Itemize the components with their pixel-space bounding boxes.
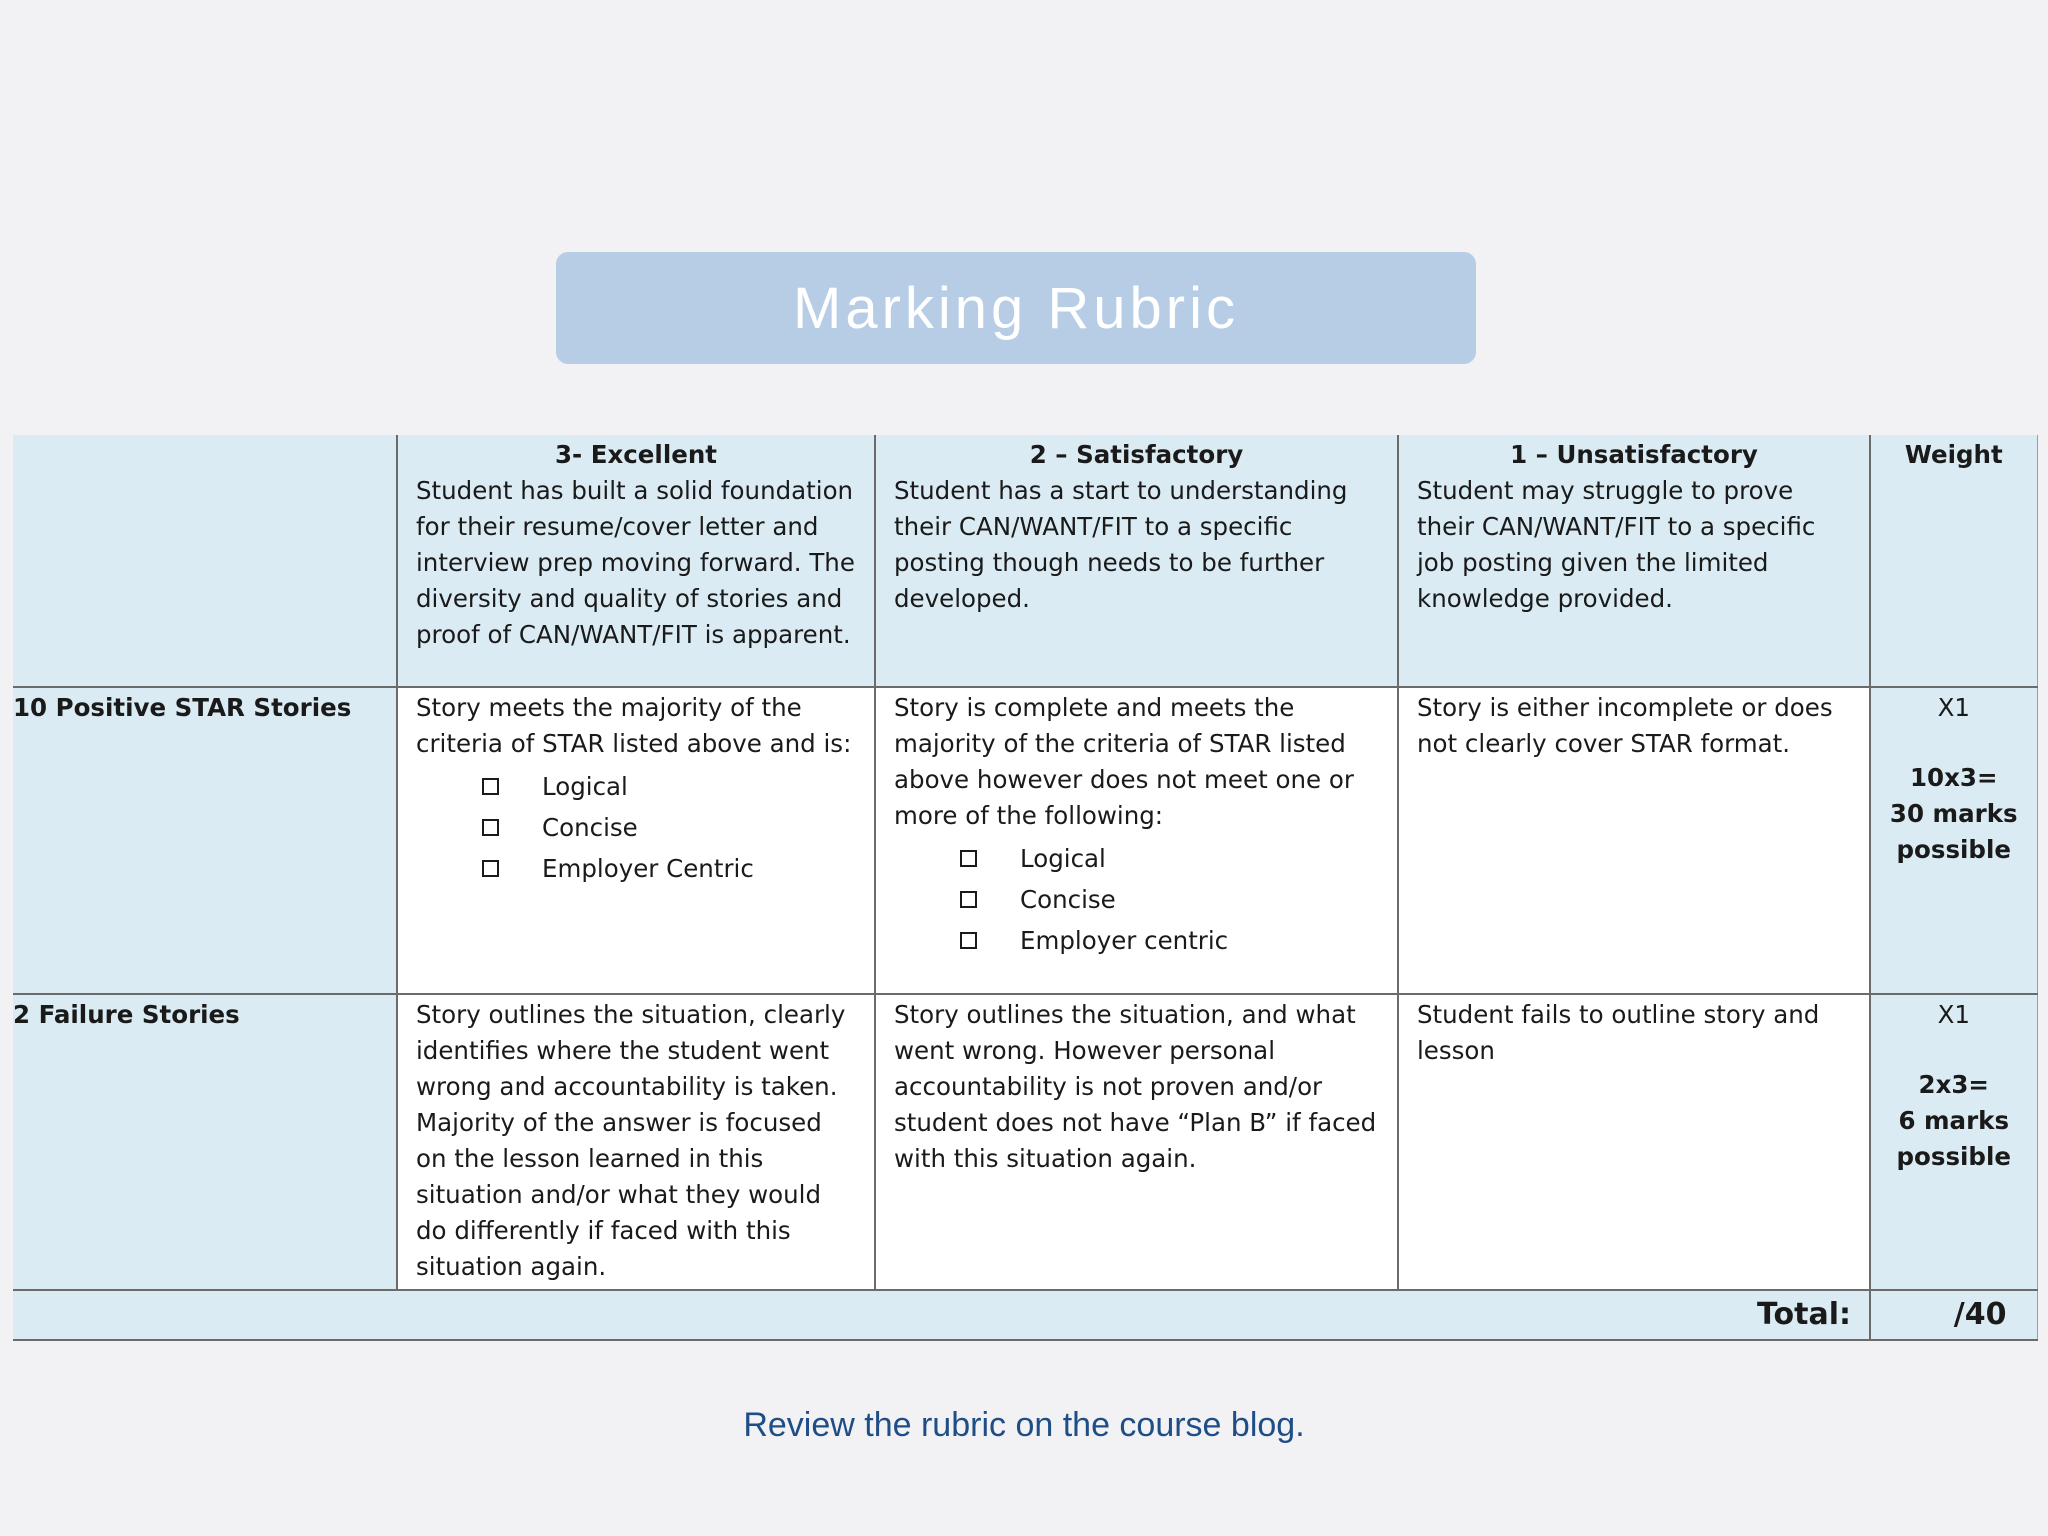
- list-item: [482, 807, 856, 848]
- title-banner: [556, 252, 1476, 364]
- list-item-label: Employer centric: [1020, 925, 1229, 955]
- header-unsatisfactory: [1398, 435, 1870, 687]
- cell-text: Student fails to outline story and lesson: [1417, 1000, 1820, 1065]
- checkbox-icon: [482, 860, 499, 877]
- criteria-label: 10 Positive STAR Stories: [13, 693, 352, 722]
- level-title: 1 – Unsatisfactory: [1510, 440, 1758, 469]
- footer-note: Review the rubric on the course blog.: [743, 1406, 1305, 1444]
- weight-possible: possible: [1896, 835, 2011, 864]
- header-empty-cell: [13, 435, 397, 687]
- checkbox-list: [416, 766, 856, 889]
- level-description: Student has built a solid foundation for their resume/cover letter and interview prep moving forward. The diversity and quality of stories and proof of CAN/WANT/FIT is apparent.: [416, 476, 855, 649]
- weight-multiplier: X1: [1937, 693, 1970, 722]
- satisfactory-cell: [875, 687, 1398, 994]
- weight-marks: 6 marks: [1898, 1106, 2010, 1135]
- total-value: /40: [1870, 1290, 2037, 1340]
- satisfactory-cell: [875, 994, 1398, 1290]
- weight-cell: [1870, 687, 2037, 994]
- header-satisfactory: [875, 435, 1398, 687]
- criteria-cell: [13, 994, 397, 1290]
- level-description: Student may struggle to prove their CAN/WANT/FIT to a specific job posting given the limited knowledge provided.: [1417, 476, 1816, 613]
- checkbox-icon: [482, 778, 499, 795]
- list-item: [960, 838, 1379, 879]
- cell-text: Story is either incomplete or does not clearly cover STAR format.: [1417, 693, 1833, 758]
- level-description: Student has a start to understanding their CAN/WANT/FIT to a specific posting though needs to be further developed.: [894, 476, 1348, 613]
- weight-calc: 10x3=: [1910, 763, 1998, 792]
- weight-title: Weight: [1904, 440, 2003, 469]
- list-item-label: Logical: [1020, 843, 1106, 873]
- weight-calc: 2x3=: [1918, 1070, 1989, 1099]
- cell-text: Story outlines the situation, and what went wrong. However personal accountability is not proven and/or student does not have “Plan B” if faced with this situation again.: [894, 1000, 1377, 1173]
- unsatisfactory-cell: [1398, 994, 1870, 1290]
- total-label: Total:: [13, 1290, 1870, 1340]
- level-title: 2 – Satisfactory: [1029, 440, 1244, 469]
- list-item-label: Concise: [1020, 884, 1116, 914]
- rubric-table: [13, 435, 2038, 1341]
- checkbox-icon: [960, 850, 977, 867]
- header-excellent: [397, 435, 875, 687]
- criteria-cell: [13, 687, 397, 994]
- cell-text: Story is complete and meets the majority of the criteria of STAR listed above however does not meet one or more of the following:: [894, 693, 1354, 830]
- weight-possible: possible: [1896, 1142, 2011, 1171]
- table-row: [13, 994, 2037, 1290]
- excellent-cell: [397, 994, 875, 1290]
- checkbox-icon: [960, 932, 977, 949]
- list-item: [482, 766, 856, 807]
- unsatisfactory-cell: [1398, 687, 1870, 994]
- header-weight: [1870, 435, 2037, 687]
- list-item-label: Employer Centric: [542, 853, 754, 883]
- slide-title: Marking Rubric: [793, 275, 1239, 341]
- rubric-header-row: [13, 435, 2037, 687]
- checkbox-icon: [960, 891, 977, 908]
- criteria-label: 2 Failure Stories: [13, 1000, 240, 1029]
- cell-text: Story outlines the situation, clearly identifies where the student went wrong and accountability is taken. Majority of the answer is focused on the lesson learned in this situation and/or what they would do differently if faced with this situation again.: [416, 1000, 846, 1281]
- cell-text: Story meets the majority of the criteria of STAR listed above and is:: [416, 693, 852, 758]
- excellent-cell: [397, 687, 875, 994]
- list-item: [960, 920, 1379, 961]
- list-item: [960, 879, 1379, 920]
- weight-multiplier: X1: [1937, 1000, 1970, 1029]
- checkbox-list: [894, 838, 1379, 961]
- weight-marks: 30 marks: [1889, 799, 2018, 828]
- checkbox-icon: [482, 819, 499, 836]
- table-row: [13, 687, 2037, 994]
- list-item-label: Logical: [542, 771, 628, 801]
- total-row: [13, 1290, 2037, 1340]
- list-item: [482, 848, 856, 889]
- list-item-label: Concise: [542, 812, 638, 842]
- level-title: 3- Excellent: [555, 440, 717, 469]
- weight-cell: [1870, 994, 2037, 1290]
